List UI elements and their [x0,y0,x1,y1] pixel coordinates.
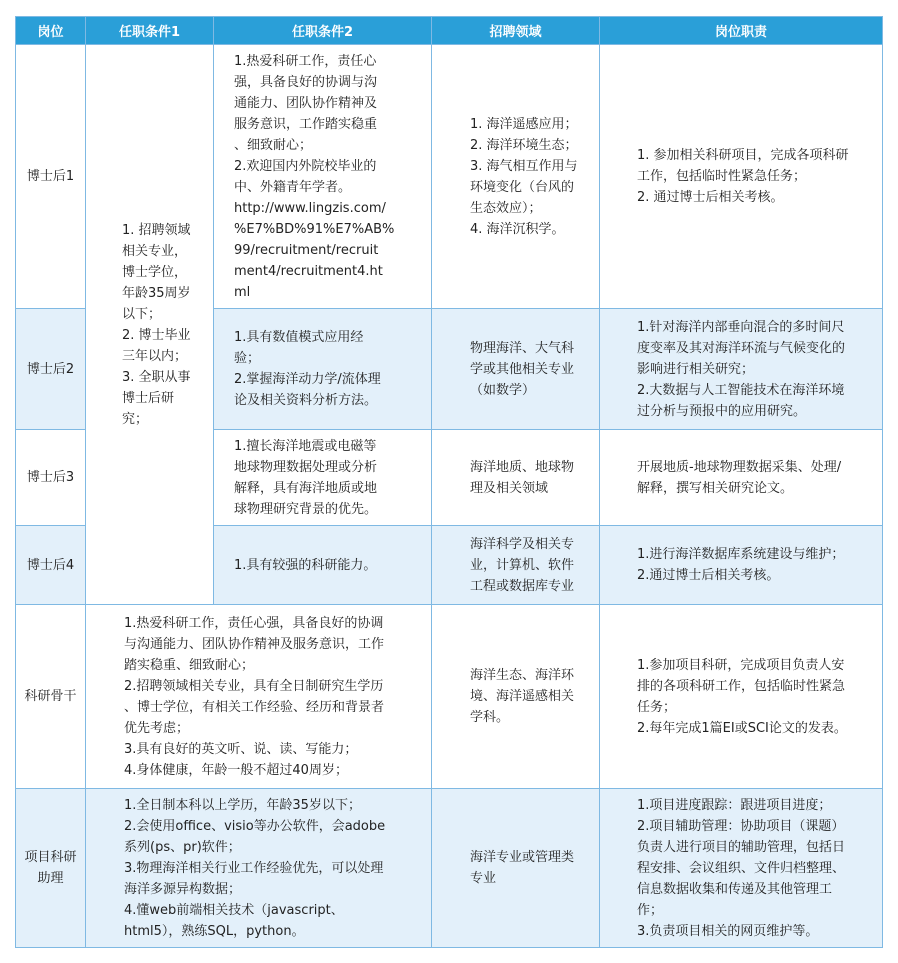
field-cell [432,309,600,430]
table-header-row [16,17,883,45]
position-cell [16,789,86,948]
requirement-merged-cell [86,605,432,789]
position-cell [16,526,86,605]
position-cell [16,430,86,526]
duty-cell [600,309,883,430]
header-field: 招聘领域 [432,17,600,45]
field-text: 海洋专业或管理类 专业 [470,850,575,886]
table-row [16,605,883,789]
table-row [16,45,883,309]
position-name: 博士后2 [26,361,75,377]
field-cell [432,430,600,526]
recruitment-table [15,16,883,948]
header-requirement-2: 任职条件2 [214,17,432,45]
requirement-merged-text: 1.全日制本科以上学历，年龄35岁以下； 2.会使用office、visio等办公软件，会adobe 系列(ps、pr)软件； 3.物理海洋相关行业工作经验优先，可以处理 海洋多源异构数据； 4.懂web前端相关技术（javascript、 html5），熟练SQL，python。 [124,797,386,939]
position-name: 项目科研 助理 [24,850,77,886]
requirement-2-text: 1.具有数值模式应用经 验； 2.掌握海洋动力学/流体理 论及相关资料分析方法。 [234,330,381,408]
duty-cell [600,526,883,605]
requirement-merged-text: 1.热爱科研工作，责任心强，具备良好的协调 与沟通能力、团队协作精神及服务意识，工作 踏实稳重、细致耐心； 2.招聘领域相关专业，具有全日制研究生学历 、博士学位，有相关工作经验、经历和背景者 优先考虑； 3.具有良好的英文听、说、读、写能力； 4.身体健康，年龄一般不超过40周岁； [124,615,385,778]
field-text: 物理海洋、大气科 学或其他相关专业 （如数学） [470,340,575,398]
duty-text: 1. 参加相关科研项目，完成各项科研 工作，包括临时性紧急任务； 2. 通过博士后相关考核。 [637,148,849,205]
duty-text: 1.参加项目科研，完成项目负责人安 排的各项科研工作，包括临时性紧急 任务； 2.每年完成1篇EI或SCI论文的发表。 [637,657,847,736]
position-name: 科研骨干 [24,689,77,704]
duty-cell [600,45,883,309]
position-name: 博士后1 [26,169,75,184]
position-cell [16,45,86,309]
position-name: 博士后3 [26,470,75,485]
requirement-2-cell [214,45,432,309]
duty-text: 开展地质-地球物理数据采集、处理/ 解释，撰写相关研究论文。 [637,459,842,496]
field-cell [432,526,600,605]
duty-text: 1.进行海洋数据库系统建设与维护； 2.通过博士后相关考核。 [637,547,845,583]
field-cell [432,45,600,309]
table-row [16,789,883,948]
requirement-2-text: 1.擅长海洋地震或电磁等 地球物理数据处理或分析 解释，具有海洋地质或地 球物理研究背景的优先。 [234,438,378,517]
header-duty: 岗位职责 [600,17,883,45]
field-text: 海洋地质、地球物 理及相关领域 [470,459,575,496]
header-requirement-1: 任职条件1 [86,17,214,45]
field-text: 1. 海洋遥感应用； 2. 海洋环境生态； 3. 海气相互作用与 环境变化（台风的 生态效应）； 4. 海洋沉积学。 [470,116,578,237]
field-cell [432,605,600,789]
requirement-merged-cell [86,789,432,948]
duty-text: 1.针对海洋内部垂向混合的多时间尺 度变率及其对海洋环流与气候变化的 影响进行相关研究； 2.大数据与人工智能技术在海洋环境 过分析与预报中的应用研究。 [637,319,846,419]
requirement-2-cell [214,430,432,526]
position-name: 博士后4 [26,557,75,573]
shared-requirement-text: 1. 招聘领域 相关专业， 博士学位， 年龄35周岁 以下； 2. 博士毕业 三年以内； 3. 全职从事 博士后研 究； [122,222,191,427]
requirement-2-text: 1.热爱科研工作，责任心 强，具备良好的协调与沟 通能力、团队协作精神及 服务意识，工作踏实稳重 、细致耐心； 2.欢迎国内外院校毕业的 中、外籍青年学者。 http://www.lingzis.com/ %E7%BD%91%E7%AB% 99/recruitment/recruit ment4/recruitment4.ht ml [234,53,395,300]
duty-cell [600,789,883,948]
shared-requirement-cell [86,45,214,605]
requirement-2-cell [214,309,432,430]
position-cell [16,309,86,430]
requirement-2-text: 1.具有较强的科研能力。 [234,557,377,573]
duty-cell [600,605,883,789]
field-text: 海洋科学及相关专 业，计算机、软件 工程或数据库专业 [470,536,575,594]
requirement-2-cell [214,526,432,605]
field-cell [432,789,600,948]
field-text: 海洋生态、海洋环 境、海洋遥感相关 学科。 [470,668,575,725]
duty-text: 1.项目进度跟踪：跟进项目进度； 2.项目辅助管理：协助项目（课题） 负责人进行项目的辅助管理，包括日 程安排、会议组织、文件归档整理、 信息数据收集和传递及其他管理工 作； 3.负责项目相关的网页维护等。 [637,797,846,939]
duty-cell [600,430,883,526]
header-position: 岗位 [16,17,86,45]
position-cell [16,605,86,789]
